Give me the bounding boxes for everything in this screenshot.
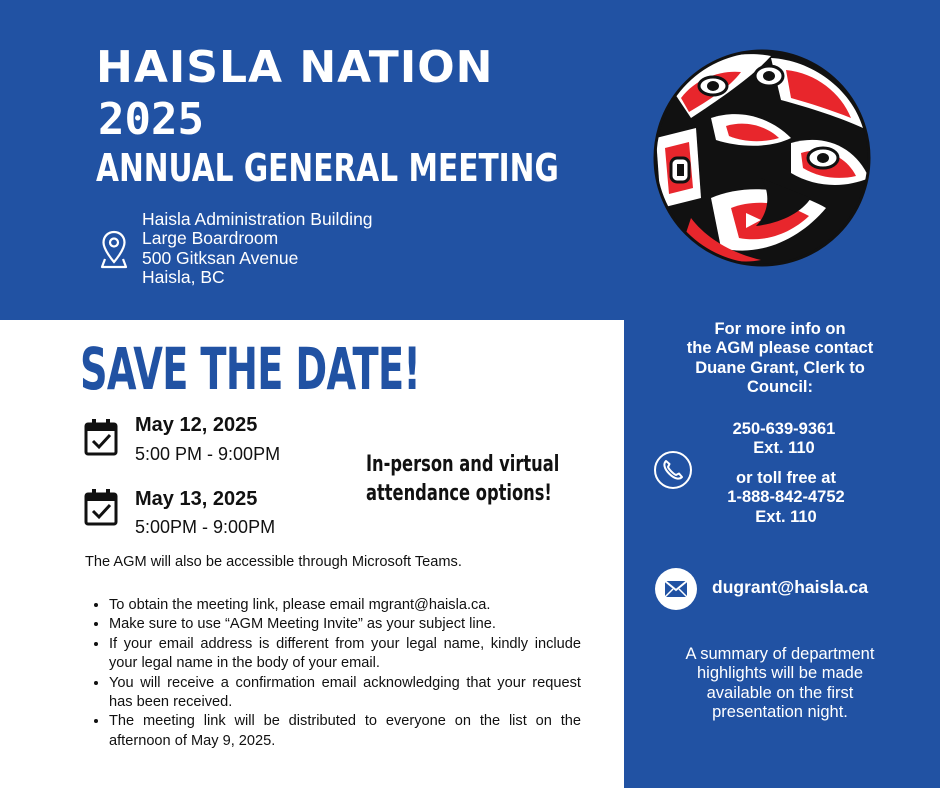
tollfree-block — [686, 469, 886, 527]
title-year: 2025 — [98, 94, 204, 145]
contact-intro-line: the AGM please contact — [686, 339, 874, 358]
attendance-options-note — [366, 450, 559, 508]
meeting-date-2: May 13, 2025 — [135, 488, 258, 510]
summary-line: available on the first — [706, 683, 854, 702]
contact-intro-line: Council: — [747, 378, 813, 397]
meeting-time-2: 5:00PM - 9:00PM — [135, 517, 276, 537]
calendar-check-icon — [84, 418, 118, 456]
list-item: • Make sure to use “AGM Meeting Invite” as your subject line. — [109, 615, 581, 634]
summary-line: A summary of department — [685, 645, 875, 663]
tollfree-ext: Ext. 110 — [755, 507, 817, 526]
title-meeting: ANNUAL GENERAL MEETING — [96, 146, 559, 190]
contact-intro-line: Duane Grant, Clerk to — [695, 358, 865, 377]
save-the-date-heading: SAVE THE DATE! — [80, 335, 421, 403]
meeting-address — [142, 210, 373, 287]
summary-line: highlights will be made — [696, 664, 863, 683]
attendance-line: In-person and virtual — [366, 452, 560, 477]
email-icon — [655, 568, 697, 610]
summary-line: presentation night. — [712, 703, 848, 722]
list-item: • If your email address is different from your legal name, kindly include your legal name in the body of your email. — [109, 635, 581, 674]
list-item: • To obtain the meeting link, please email mgrant@haisla.ca. — [109, 596, 581, 615]
phone-number-text[interactable]: 250-639-9361 — [732, 420, 836, 438]
attendance-line: attendance options! — [366, 481, 552, 506]
phone-ext: Ext. 110 — [753, 439, 815, 458]
contact-intro-line: For more info on — [714, 320, 846, 338]
meeting-time-1: 5:00 PM - 9:00PM — [135, 444, 281, 464]
address-line: Haisla Administration Building — [142, 209, 373, 229]
summary-note — [648, 645, 912, 723]
title-haisla-nation: HAISLA NATION — [96, 42, 494, 93]
list-item: • You will receive a confirmation email acknowledging that your request has been received. — [109, 674, 581, 713]
address-line: 500 Gitksan Avenue — [142, 247, 299, 268]
teams-access-note: The AGM will also be accessible through Microsoft Teams. — [85, 554, 462, 570]
contact-email-link[interactable]: dugrant@haisla.ca — [712, 577, 869, 597]
calendar-check-icon — [84, 488, 118, 526]
contact-intro — [648, 320, 912, 398]
instructions-list — [85, 596, 581, 751]
phone-number[interactable] — [684, 420, 884, 459]
meeting-date-1: May 12, 2025 — [135, 414, 258, 436]
tollfree-label: or toll free at — [736, 469, 836, 487]
tollfree-number[interactable]: 1-888-842-4752 — [727, 488, 845, 507]
haisla-formline-logo — [651, 48, 873, 268]
address-line: Haisla, BC — [142, 266, 225, 287]
address-line: Large Boardroom — [142, 228, 279, 249]
location-pin-icon — [100, 229, 128, 269]
list-item: • The meeting link will be distributed to everyone on the list on the afternoon of May 9, 2025. — [109, 712, 581, 751]
